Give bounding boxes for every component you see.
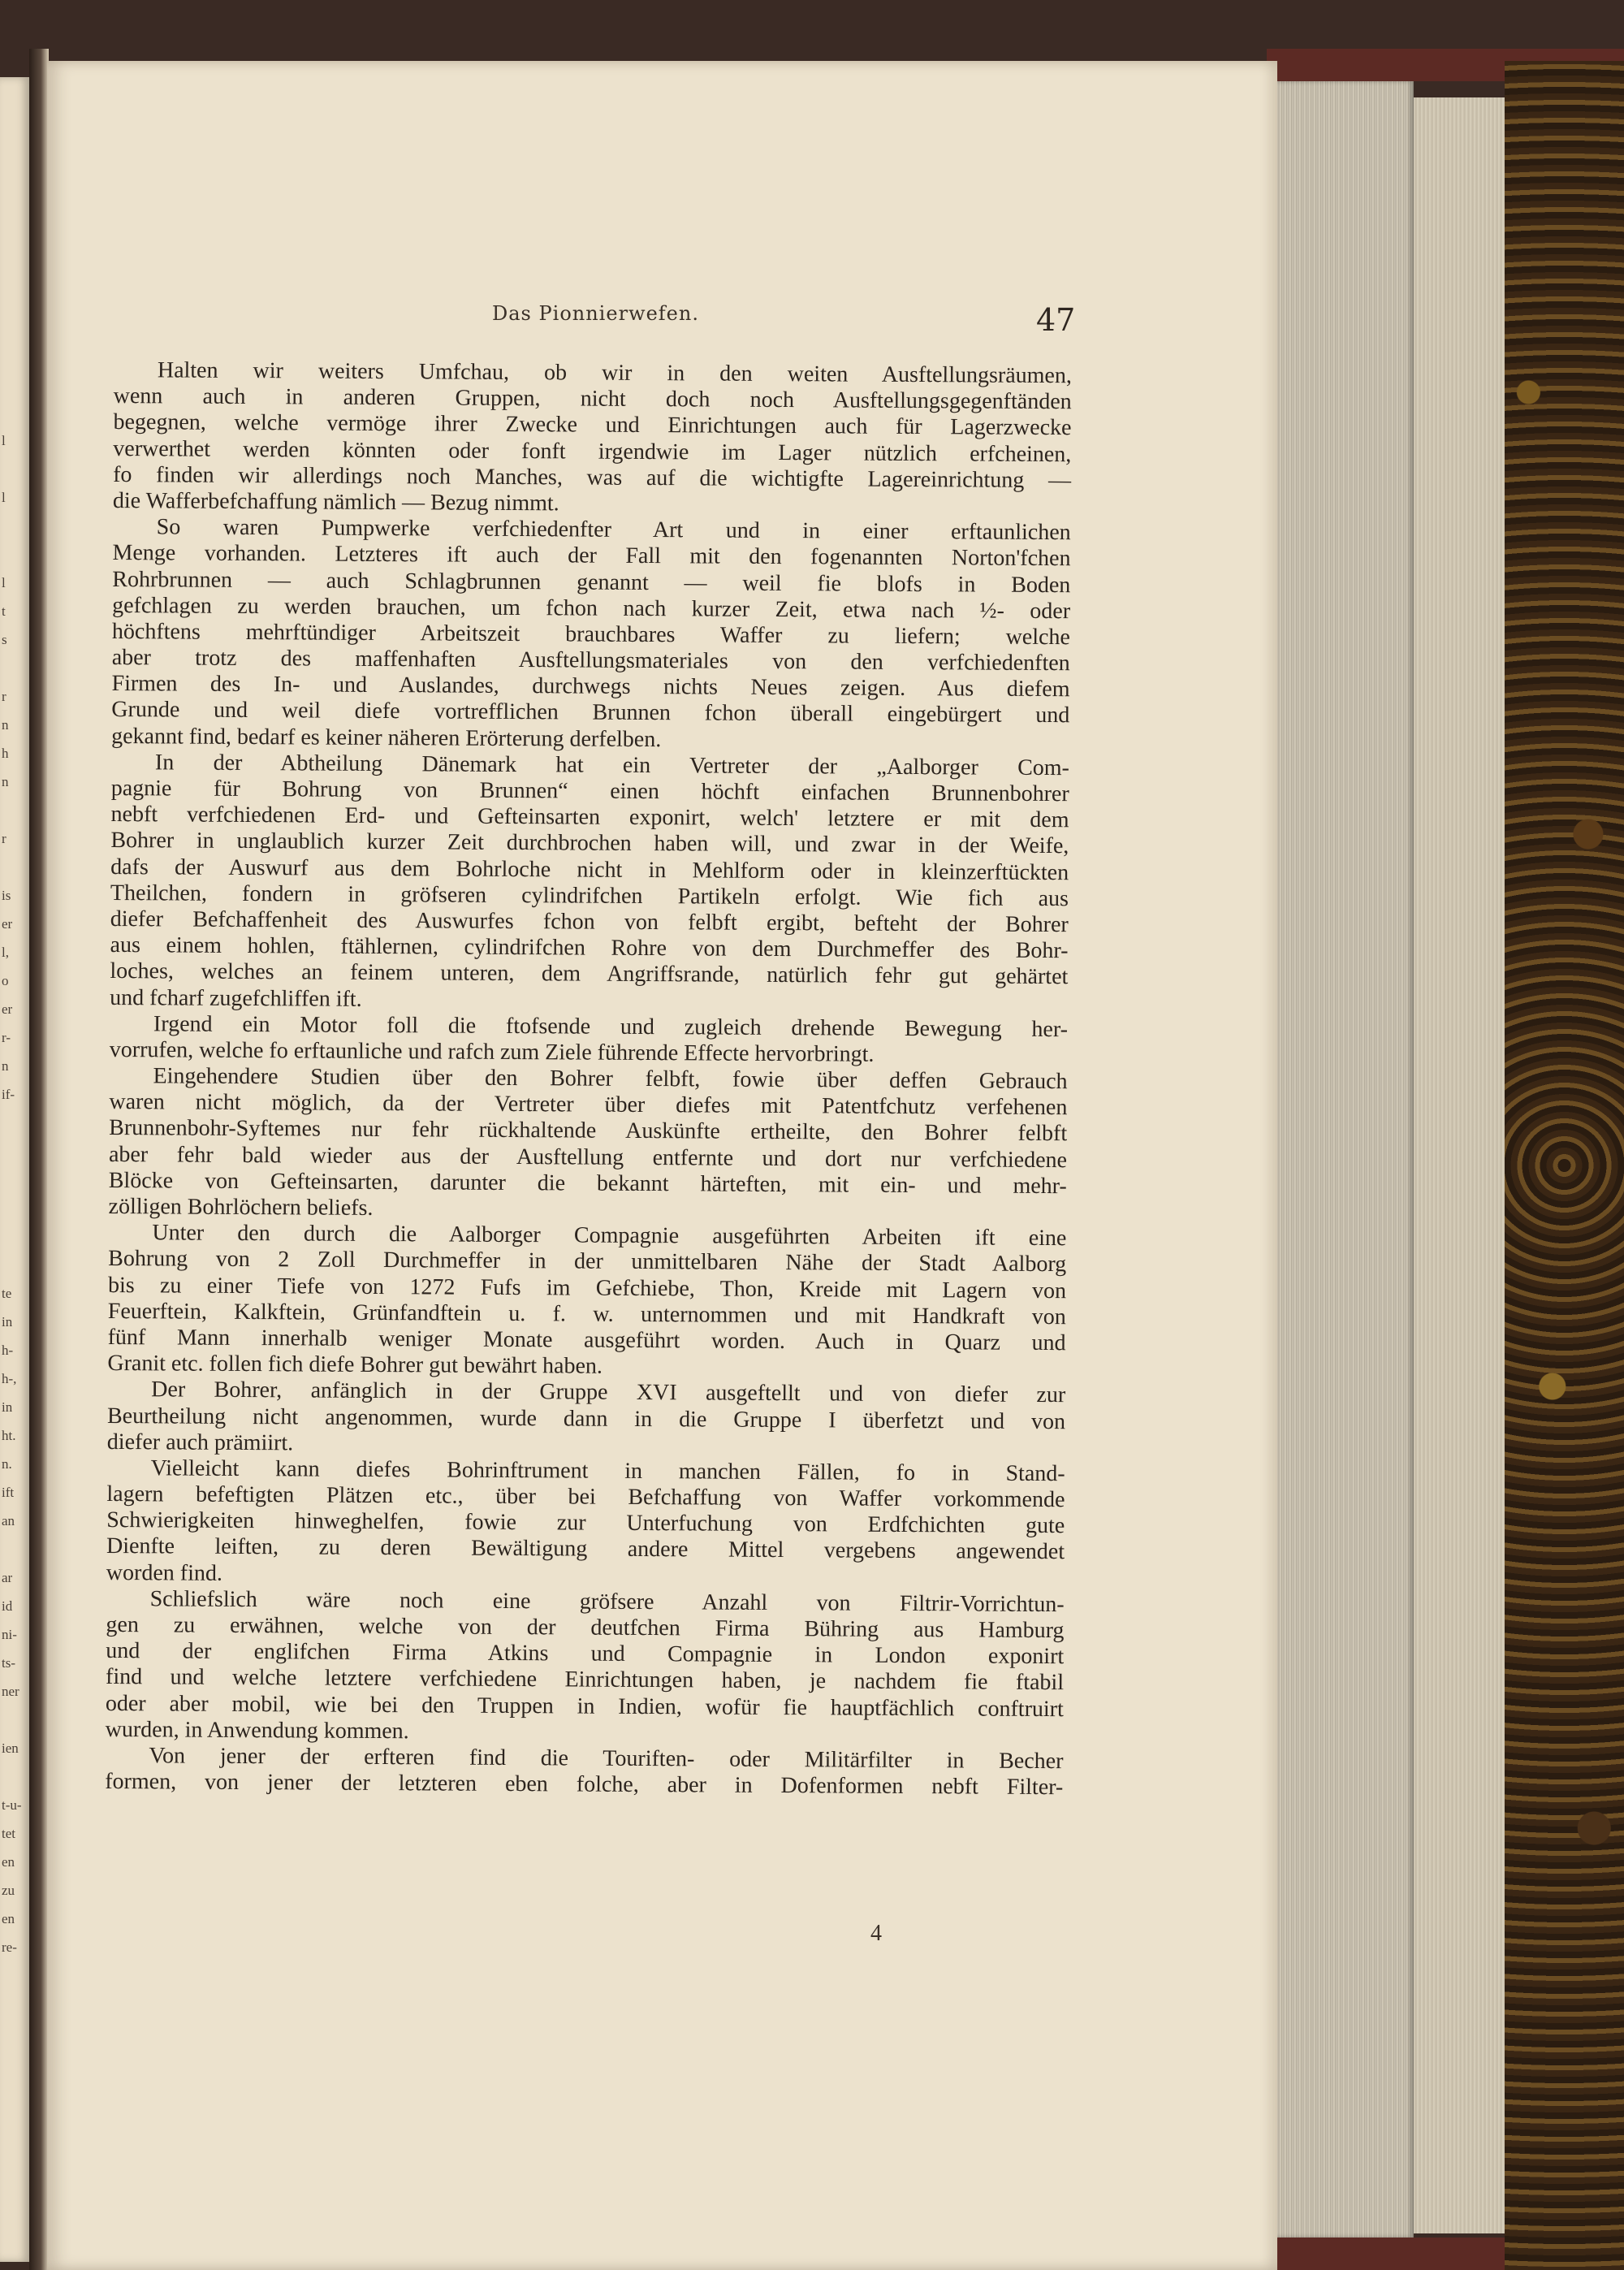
text-line: und der englifchen Firma Atkins und Compagnie in London exponirt [106, 1638, 1065, 1670]
text-line: gen zu erwähnen, welche von der deutfchen Firma Bühring aus Hamburg [106, 1611, 1065, 1644]
text-line: dafs der Auswurf aus dem Bohrloche nicht in Mehlform oder in kleinzerftückten [110, 854, 1069, 885]
text-line: Irgend ein Motor foll die ftofsende und zugleich drehende Bewegung her- [153, 1011, 1069, 1042]
left-page-fragment: n [2, 774, 9, 789]
text-line: Vielleicht kann diefes Bohrinftrument in manchen Fällen, fo in Stand- [150, 1455, 1065, 1487]
left-page-fragment: l [2, 490, 6, 505]
left-page-fragment: r [2, 689, 6, 704]
page-number: 47 [1036, 302, 1076, 338]
left-page-fragment: r [2, 831, 6, 846]
left-page-fragment: en [2, 1911, 15, 1926]
text-line: Schwierigkeiten hinweghelfen, fowie zur Unterfuchung von Erdfchichten gute [106, 1507, 1065, 1539]
text-line: fo finden wir allerdings noch Manches, was auf die wichtigfte Lagereinrichtung — [113, 461, 1072, 493]
left-page-fragment: ht. [2, 1428, 16, 1443]
text-line: Rohrbrunnen — auch Schlagbrunnen genannt — weil fie blofs in Boden [112, 566, 1071, 598]
text-line: lagern befeftigten Plätzen etc., über bei Befchaffung von Waffer vorkommende [106, 1481, 1065, 1513]
text-line: diefer Befchaffenheit des Auswurfes fchon von felbft ergibt, befteht der Bohrer [110, 906, 1069, 938]
text-line: höchftens mehrftündiger Arbeitszeit brauchbares Waffer zu liefern; welche [111, 618, 1071, 651]
text-line: Brunnenbohr-Syftemes nur fehr rückhaltende Auskünfte ertheilte, den Bohrer felbft [109, 1115, 1068, 1147]
left-page-fragment: re- [2, 1939, 17, 1955]
text-line: nebft verfchiedenen Erd- und Gefteinsarten exponirt, welch' letztere er mit dem [110, 802, 1069, 833]
left-facing-page [0, 77, 29, 2262]
left-page-fragment: if- [2, 1087, 15, 1102]
text-line: Bohrung von 2 Zoll Durchmeffer in der unmittelbaren Nähe der Stadt Aalborg [108, 1246, 1067, 1278]
left-page-fragment: s [2, 632, 7, 647]
text-line: Bohrer in unglaublich kurzer Zeit durchbrochen haben will, und zwar in der Weife, [110, 828, 1069, 859]
left-page-fragment: er [2, 916, 13, 932]
left-page-fragment [2, 540, 29, 569]
left-page-fragment: en [2, 1854, 15, 1870]
marbled-cover [1505, 61, 1624, 2270]
left-page-fragment: r- [2, 1030, 11, 1045]
left-page-fragment: an [2, 1513, 15, 1528]
left-page-text-fragments [2, 426, 29, 1961]
left-page-fragment: ni- [2, 1627, 17, 1642]
left-page-fragment [2, 512, 29, 540]
left-page-fragment: t-u- [2, 1797, 22, 1813]
text-line: oder aber mobil, wie bei den Truppen in Indien, wofür fie hauptfächlich conftruirt [105, 1690, 1064, 1722]
left-page-fragment: tet [2, 1826, 15, 1841]
page-edge-stack [1277, 81, 1414, 2238]
text-line: Dienfte leiften, zu deren Bewältigung andere Mittel vergebens angewendet [106, 1533, 1065, 1565]
text-line: Der Bohrer, anfänglich in der Gruppe XVI ausgeftellt und von diefer zur [151, 1377, 1066, 1408]
left-page-fragment [2, 1535, 29, 1563]
left-page-fragment: l [2, 433, 6, 448]
text-line: vorrufen, welche fo erftaunliche und rafch zum Ziele führende Effecte hervorbringt. [109, 1036, 875, 1067]
left-page-fragment: h-, [2, 1371, 17, 1386]
text-line: aber trotz des maffenhaften Ausftellungsmateriales von den verfchiedenften [111, 645, 1070, 677]
text-line: wenn auch in anderen Gruppen, nicht doch noch Ausftellungsgegenftänden [113, 383, 1072, 415]
left-page-fragment: er [2, 1001, 13, 1017]
left-page-fragment: ts- [2, 1655, 15, 1671]
text-line: bis zu einer Tiefe von 1272 Fufs im Gefchiebe, Thon, Kreide mit Lagern von [107, 1272, 1067, 1304]
text-line: find und welche letztere verfchiedene Einrichtungen haben, je nachdem fie ftabil [105, 1664, 1065, 1696]
text-line: zölligen Bohrlöchern beliefs. [108, 1193, 374, 1221]
left-page-fragment: te [2, 1286, 12, 1301]
text-line: Unter den durch die Aalborger Compagnie ausgeführten Arbeiten ift eine [152, 1220, 1067, 1252]
text-line: loches, welches an feinem unteren, dem Angriffsrande, natürlich fehr gut gehärtet [110, 958, 1069, 990]
text-line: wurden, in Anwendung kommen. [105, 1716, 409, 1745]
text-line: formen, von jener der letzteren eben folche, aber in Dofenformen nebft Filter- [105, 1769, 1064, 1801]
left-page-fragment: n [2, 717, 9, 733]
text-line: diefer auch prämiirt. [106, 1429, 294, 1456]
left-page-fragment: is [2, 888, 11, 903]
left-page-fragment: h- [2, 1343, 14, 1358]
text-line: worden find. [106, 1559, 223, 1586]
text-line: Grunde und weil diefe vortrefflichen Brunnen fchon überall eingebürgert und [111, 697, 1070, 729]
text-line: begegnen, welche vermöge ihrer Zwecke und Einrichtungen auch für Lagerzwecke [113, 409, 1072, 441]
left-page-fragment: ar [2, 1570, 13, 1585]
left-page-fragment: n. [2, 1456, 12, 1472]
text-line: und fcharf zugefchliffen ift. [110, 984, 362, 1012]
text-line: fünf Mann innerhalb weniger Monate ausgeführt worden. Auch in Quarz und [107, 1324, 1066, 1356]
running-head: Das Pionnierwefen. [492, 302, 699, 325]
text-line: pagnie für Bohrung von Brunnen“ einen höchft einfachen Brunnenbohrer [110, 775, 1069, 807]
signature-mark: 4 [870, 1921, 882, 1946]
text-line: Halten wir weiters Umfchau, ob wir in den weiten Ausftellungsräumen, [157, 357, 1072, 389]
text-line: gefchlagen zu werden brauchen, um fchon nach kurzer Zeit, etwa nach ½- oder [112, 592, 1071, 624]
text-line: waren nicht möglich, da der Vertreter über diefes mit Patentfchutz verfehenen [109, 1089, 1068, 1121]
left-page-fragment [2, 455, 29, 483]
left-page-fragment: o [2, 973, 9, 988]
left-page-fragment: ner [2, 1684, 19, 1699]
left-page-fragment [2, 1762, 29, 1791]
book-gutter [29, 49, 49, 2270]
left-page-fragment: ift [2, 1485, 15, 1500]
text-line: gekannt find, bedarf es keiner näheren Erörterung derfelben. [111, 723, 662, 752]
left-page-fragment [2, 1194, 29, 1222]
left-page-fragment: ien [2, 1740, 19, 1756]
left-page-fragment: in [2, 1314, 13, 1330]
left-page-fragment [2, 1251, 29, 1279]
left-page-fragment: zu [2, 1883, 15, 1898]
text-line: Menge vorhanden. Letzteres ift auch der Fall mit den fogenannten Norton'fchen [112, 540, 1071, 572]
left-page-fragment [2, 1706, 29, 1734]
text-line: Granit etc. follen fich diefe Bohrer gut bewährt haben. [107, 1351, 603, 1379]
text-line: In der Abtheilung Dänemark hat ein Vertreter der „Aalborger Com- [154, 750, 1070, 781]
left-page-fragment: l, [2, 945, 9, 960]
text-line: Beurtheilung nicht angenommen, wurde dann in die Gruppe I überfetzt und von [106, 1403, 1066, 1434]
text-line: Feuerftein, Kalkftein, Grünfandftein u. f. w. unternommen und mit Handkraft von [107, 1298, 1066, 1330]
text-line: Theilchen, fondern in gröfseren cylindrifchen Partikeln erfolgt. Wie fich aus [110, 880, 1069, 911]
left-page-fragment [2, 1222, 29, 1251]
left-page-fragment [2, 796, 29, 824]
text-line: aus einem hohlen, ftählernen, cylindrifchen Rohre von dem Durchmeffer des Bohr- [110, 932, 1069, 964]
text-line: aber fehr bald wieder aus der Ausftellung entfernte und dort nur verfchiedene [108, 1141, 1068, 1173]
text-line: Firmen des In- und Auslandes, durchwegs nichts Neues zeigen. Aus diefem [111, 671, 1070, 703]
text-line: verwerthet werden könnten oder fonft irgendwie im Lager nützlich erfcheinen, [113, 435, 1072, 467]
left-page-fragment: h [2, 746, 9, 761]
body-text [105, 357, 1072, 1801]
left-page-fragment: n [2, 1058, 9, 1074]
left-page-fragment: t [2, 603, 6, 619]
text-line: Blöcke von Gefteinsarten, darunter die bekannt härteften, mit ein- und mehr- [108, 1167, 1067, 1200]
text-line: So waren Pumpwerke verfchiedenfter Art und in einer erftaunlichen [156, 514, 1071, 546]
text-line: Schliefslich wäre noch eine gröfsere Anzahl von Filtrir-Vorrichtun- [149, 1586, 1065, 1617]
text-line: Eingehendere Studien über den Bohrer felbft, fowie über deffen Gebrauch [153, 1063, 1068, 1095]
left-page-fragment [2, 853, 29, 881]
text-line: die Wafferbefchaffung nämlich — Bezug nimmt. [112, 487, 559, 517]
left-page-fragment [2, 1109, 29, 1137]
left-page-fragment: in [2, 1399, 13, 1415]
back-page-edges [1414, 97, 1505, 2233]
left-page-fragment: l [2, 575, 6, 590]
left-page-fragment [2, 654, 29, 682]
left-page-fragment [2, 1165, 29, 1194]
left-page-fragment: id [2, 1598, 13, 1614]
left-page-fragment [2, 1137, 29, 1165]
text-line: Von jener der erfteren find die Touriften- oder Militärfilter in Becher [149, 1743, 1064, 1775]
